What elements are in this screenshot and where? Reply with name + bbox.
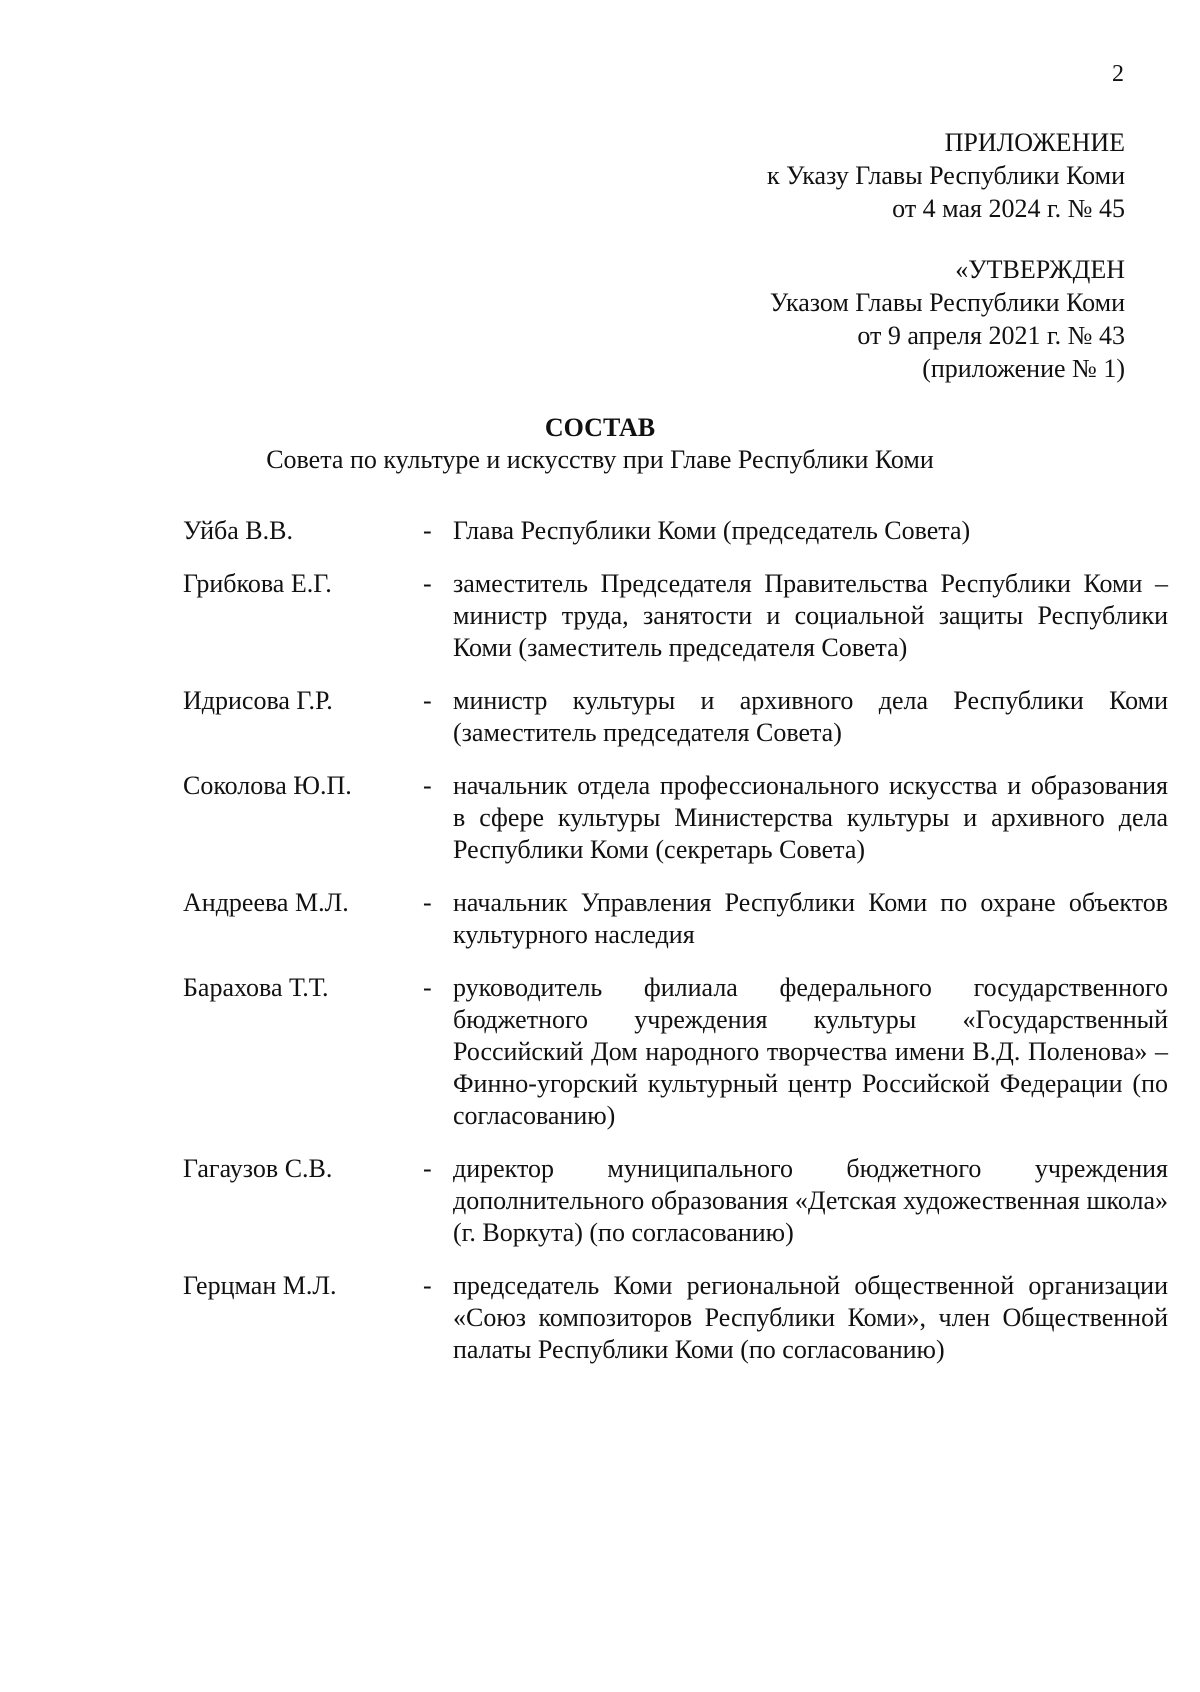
member-position: Глава Республики Коми (председатель Совета): [453, 516, 971, 545]
member-dash: -: [423, 1271, 432, 1300]
member-name: Идрисова Г.Р.: [183, 686, 333, 715]
attachment-reference: к Указу Главы Республики Коми: [767, 161, 1125, 190]
member-dash: -: [423, 569, 432, 598]
member-row: [183, 887, 1168, 951]
page-number: 2: [1112, 61, 1124, 87]
member-row: [183, 972, 1168, 1132]
members-list: [183, 515, 1168, 1387]
document-subtitle: Совета по культуре и искусству при Главе Республики Коми: [266, 445, 934, 474]
member-position: заместитель Председателя Правительства Республики Коми – министр труда, занятости и социальной защиты Республики Коми (заместитель председателя Совета): [453, 569, 1168, 662]
member-row: [183, 568, 1168, 664]
approved-appendix: (приложение № 1): [922, 354, 1125, 383]
member-name: Гагаузов С.В.: [183, 1154, 333, 1183]
document-title: СОСТАВ: [544, 413, 656, 442]
member-position: министр культуры и архивного дела Республики Коми (заместитель председателя Совета): [453, 686, 1168, 747]
member-name: Грибкова Е.Г.: [183, 569, 332, 598]
member-name: Уйба В.В.: [183, 516, 293, 545]
member-name: Барахова Т.Т.: [183, 973, 329, 1002]
member-name: Соколова Ю.П.: [183, 771, 352, 800]
approved-reference: Указом Главы Республики Коми: [769, 288, 1125, 317]
member-position: начальник отдела профессионального искусства и образования в сфере культуры Министерства культуры и архивного дела Республики Коми (секретарь Совета): [453, 771, 1168, 864]
member-name: Андреева М.Л.: [183, 888, 349, 917]
member-dash: -: [423, 516, 432, 545]
member-position: председатель Коми региональной общественной организации «Союз композиторов Республики Коми», член Общественной палаты Республики Коми (по согласованию): [453, 1271, 1168, 1364]
member-dash: -: [423, 1154, 432, 1183]
member-position: начальник Управления Республики Коми по охране объектов культурного наследия: [453, 888, 1168, 949]
member-dash: -: [423, 771, 432, 800]
approved-header: [770, 254, 1125, 386]
attachment-date: от 4 мая 2024 г. № 45: [892, 194, 1125, 223]
member-row: [183, 770, 1168, 866]
approved-label: «УТВЕРЖДЕН: [955, 255, 1125, 284]
member-row: [183, 685, 1168, 749]
member-row: [183, 515, 1168, 547]
member-name: Герцман М.Л.: [183, 1271, 337, 1300]
member-dash: -: [423, 888, 432, 917]
member-row: [183, 1153, 1168, 1249]
attachment-label: ПРИЛОЖЕНИЕ: [944, 128, 1125, 157]
member-position: директор муниципального бюджетного учреждения дополнительного образования «Детская художественная школа» (г. Воркута) (по согласованию): [453, 1154, 1168, 1247]
member-position: руководитель филиала федерального государственного бюджетного учреждения культуры «Государственный Российский Дом народного творчества имени В.Д. Поленова» – Финно-угорский культурный центр Российской Федерации (по согласованию): [453, 973, 1168, 1130]
member-dash: -: [423, 973, 432, 1002]
member-row: [183, 1270, 1168, 1366]
member-dash: -: [423, 686, 432, 715]
attachment-header: [767, 127, 1125, 226]
approved-date: от 9 апреля 2021 г. № 43: [857, 321, 1125, 350]
